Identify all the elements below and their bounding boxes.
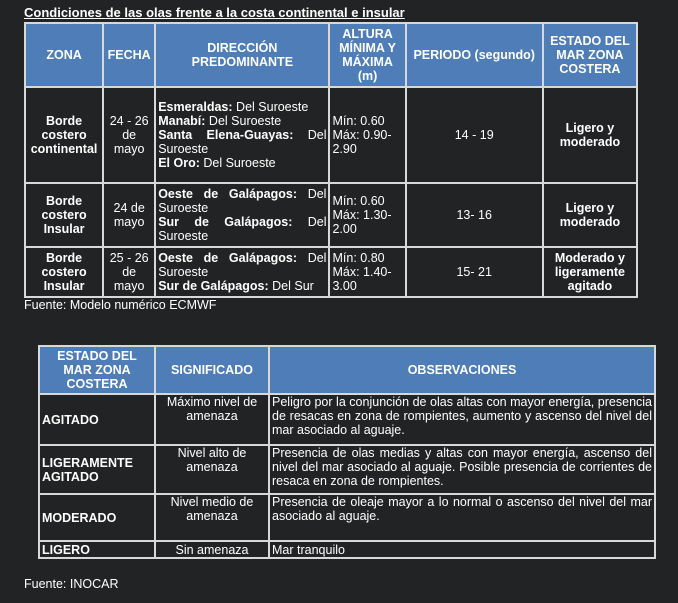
table-header-row xyxy=(39,346,655,394)
zona-cell: Borde costero continental xyxy=(25,87,103,183)
direction-line: Oeste de Galápagos: Del Suroeste xyxy=(158,251,327,279)
significado-cell: Nivel medio de amenaza xyxy=(155,494,269,541)
direction-line: Sur de Galápagos: Del Suroeste xyxy=(158,215,327,243)
header-periodo: PERIODO (segundo) xyxy=(406,23,543,87)
estado-cell: LIGERAMENTE AGITADO xyxy=(39,445,155,494)
waves-table xyxy=(24,22,638,298)
periodo-cell: 15- 21 xyxy=(406,247,543,297)
table-row xyxy=(39,394,655,445)
significado-cell: Nivel alto de amenaza xyxy=(155,445,269,494)
fecha-cell: 24 - 26 de mayo xyxy=(103,87,155,183)
zona-cell: Borde costero Insular xyxy=(25,183,103,247)
estado-cell: Ligero y moderado xyxy=(543,87,637,183)
direction-cell xyxy=(155,183,329,247)
table-row xyxy=(39,494,655,541)
direction-line: El Oro: Del Suroeste xyxy=(158,156,276,170)
estado-cell: MODERADO xyxy=(39,494,155,541)
table-header-row xyxy=(25,23,637,87)
table-row xyxy=(25,247,637,297)
direction-cell xyxy=(155,247,329,297)
table-row xyxy=(39,541,655,558)
observaciones-cell: Peligro por la conjunción de olas altas con mayor energía, presencia de resacas en zona de rompientes, aumento y ascenso del nivel del mar asociado al aguaje. xyxy=(269,394,655,445)
header-estado: ESTADO DEL MAR ZONA COSTERA xyxy=(39,346,155,394)
observaciones-cell: Mar tranquilo xyxy=(269,541,655,558)
zona-cell: Borde costero Insular xyxy=(25,247,103,297)
observaciones-cell: Presencia de oleaje mayor a lo normal o ascenso del nivel del mar asociado al aguaje. xyxy=(269,494,655,541)
table-row xyxy=(39,445,655,494)
direction-line: Santa Elena-Guayas: Del Suroeste xyxy=(158,128,327,156)
source-note: Fuente: Modelo numérico ECMWF xyxy=(24,298,217,312)
direction-line: Oeste de Galápagos: Del Suroeste xyxy=(158,187,327,215)
periodo-cell: 13- 16 xyxy=(406,183,543,247)
direction-line: Esmeraldas: Del Suroeste xyxy=(158,100,309,114)
observaciones-cell: Presencia de olas medias y altas con mayor energía, ascenso del nivel del mar asociado al aguaje. Posible presencia de corrientes de resaca en zona de rompientes. xyxy=(269,445,655,494)
estado-cell: Moderado y ligeramente agitado xyxy=(543,247,637,297)
altura-cell: Mín: 0.60 Máx: 1.30-2.00 xyxy=(329,183,405,247)
table-row xyxy=(25,183,637,247)
header-estado: ESTADO DEL MAR ZONA COSTERA xyxy=(543,23,637,87)
header-fecha: FECHA xyxy=(103,23,155,87)
altura-cell: Mín: 0.60 Máx: 0.90-2.90 xyxy=(329,87,405,183)
direction-line: Sur de Galápagos: Del Sur xyxy=(158,279,314,293)
significado-cell: Máximo nivel de amenaza xyxy=(155,394,269,445)
header-zona: ZONA xyxy=(25,23,103,87)
periodo-cell: 14 - 19 xyxy=(406,87,543,183)
direction-cell xyxy=(155,87,329,183)
header-direccion: DIRECCIÓN PREDOMINANTE xyxy=(155,23,329,87)
significado-cell: Sin amenaza xyxy=(155,541,269,558)
estado-cell: LIGERO xyxy=(39,541,155,558)
direction-line: Manabí: Del Suroeste xyxy=(158,114,282,128)
estado-cell: Ligero y moderado xyxy=(543,183,637,247)
header-significado: SIGNIFICADO xyxy=(155,346,269,394)
header-altura: ALTURA MÍNIMA Y MÁXIMA (m) xyxy=(329,23,405,87)
header-observaciones: OBSERVACIONES xyxy=(269,346,655,394)
sea-state-table xyxy=(38,345,656,559)
source-note: Fuente: INOCAR xyxy=(24,577,119,591)
fecha-cell: 25 - 26 de mayo xyxy=(103,247,155,297)
table-row xyxy=(25,87,637,183)
estado-cell: AGITADO xyxy=(39,394,155,445)
altura-cell: Mín: 0.80 Máx: 1.40-3.00 xyxy=(329,247,405,297)
page-title: Condiciones de las olas frente a la costa continental e insular xyxy=(24,5,405,20)
fecha-cell: 24 de mayo xyxy=(103,183,155,247)
